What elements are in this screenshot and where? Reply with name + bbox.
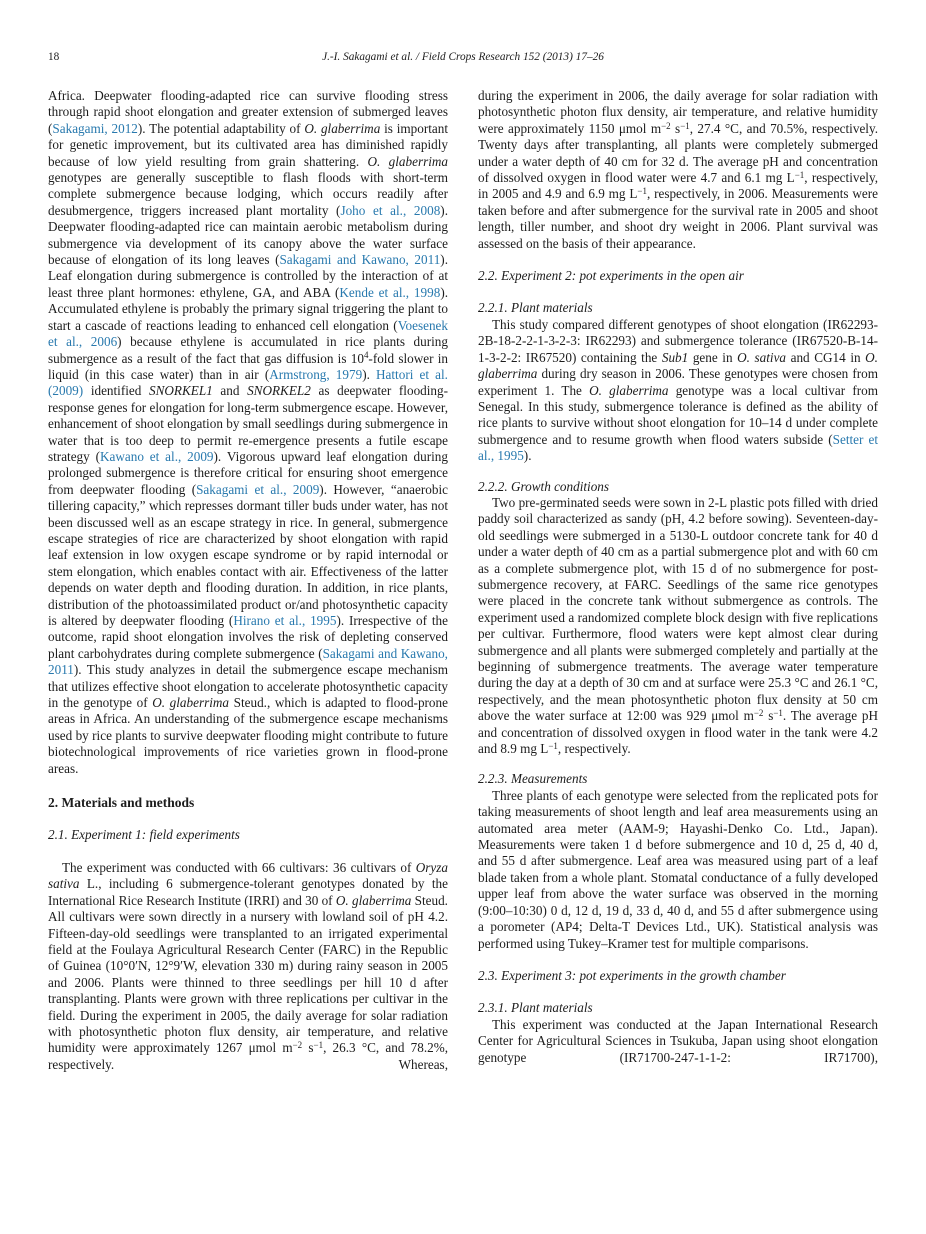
page-header <box>48 48 878 66</box>
citation-link[interactable]: Kende et al., 1998 <box>339 284 441 300</box>
superscript: −2 <box>753 708 764 719</box>
subsubsection-heading: 2.2.3. Measurements <box>478 771 588 787</box>
citation-link[interactable]: Sakagami and Kawano, 2011 <box>279 252 441 268</box>
paragraph: Africa. Deepwater flooding-adapted rice can survive flooding stress through rapid shoot elongation and greater extension of submerged leaves (Sakagami, 2012). The potential adaptability of O. glaberrima is important for genetic improvement, but its cultivated area has diminished rapidly because of low yield resulting from grain shattering. O. glaberrima genotypes are generally susceptible to flash floods with short-term complete submergence because lodging, which occurs readily after desubmergence, triggers increased plant mortality (Joho et al., 2008). Deepwater flooding-adapted rice can maintain aerobic metabolism during submergence via development of its canopy above the water surface because of elongation of its long leaves (Sakagami and Kawano, 2011). Leaf elongation during submergence is controlled by the interaction of at least three plant hormones: ethylene, GA, and ABA (Kende et al., 1998). Accumulated ethylene is probably the primary signal triggering the plant to start a cascade of reactions leading to enhanced cell elongation (Voesenek et al., 2006) because ethylene is accumulated in rice plants during submergence as a result of the fact that gas diffusion is $10^4$-fold slower in liquid (in this case water) than in air (Armstrong, 1979). Hattori et al. (2009) identified SNORKEL1 and SNORKEL2 as deepwater flooding-response genes for elongation for long-term submergence escape. However, enhancement of shoot elongation by small seedlings during submergence in water that is too deep to permit re-emergence presents a futile escape strategy (Kawano et al., 2009). Vigorous upward leaf elongation during prolonged submergence is therefore critical for ensuring shoot emergence from deepwater flooding (Sakagami et al., 2009). However, “anaerobic tillering capacity,” which represses dormant tiller buds under water, has not been discussed well as an escape strategy in rice. In general, submergence escape strategies of rice are characterized by shoot elongation with rapid leaf extension in low oxygen escape syndrome or by rapid internodal or stem elongation, which enables contact with air. Effectiveness of the latter depends on water depth and flooding duration. In addition, in rice plants, distribution of the photoassimilated product or/and photosynthetic capacity is altered by deepwater flooding (Hirano et al., 1995). Irrespective of the outcome, rapid shoot elongation involves the risk of depleting conserved plant carbohydrates during complete submergence (Sakagami and Kawano, 2011). This study analyzes in detail the submergence escape mechanism that utilizes effective shoot elongation to accelerate photosynthetic capacity in the genotype of O. glaberrima Steud., which is adapted to flood-prone areas in Africa. An understanding of the submergence escape mechanisms used by rice plants to survive deepwater flooding might contribute to future biotechnological improvements of rice varieties grown in flood-prone areas. <box>48 88 449 776</box>
italic-term: O. glaberrima <box>478 349 878 382</box>
subsubsection-heading: 2.2.1. Plant materials <box>478 300 593 316</box>
superscript: −1 <box>773 708 783 719</box>
citation-link[interactable]: Sakagami et al., 2009 <box>196 481 320 497</box>
page-number: 18 <box>48 51 60 63</box>
citation-link[interactable]: Hirano et al., 1995 <box>233 613 337 628</box>
italic-term: O. glaberrima <box>589 382 669 398</box>
superscript: −2 <box>292 1040 303 1051</box>
citation-link[interactable]: Hattori et al. (2009) <box>48 366 448 399</box>
citation-link[interactable]: Setter et al., 1995 <box>478 431 879 464</box>
superscript: −1 <box>680 120 690 131</box>
italic-term: Oryza sativa <box>48 859 448 892</box>
running-title: J.-I. Sakagami et al. / Field Crops Research 152 (2013) 17–26 <box>322 51 604 63</box>
superscript: 4 <box>363 350 369 361</box>
subsection-heading: 2.3. Experiment 3: pot experiments in the growth chamber <box>478 967 786 983</box>
paragraph: during the experiment in 2006, the daily average for solar radiation with photosynthetic photon flux density, air temperature, and relative humidity were approximately 1150 μmol $m^{-2}$ $s^{-1}$, 27.4 °C, and 70.5%, respectively. Twenty days after transplanting, all plants were completely submerged under a water depth of 40 cm for 32 d. The average pH and concentration of dissolved oxygen in flood water were 4.7 and 6.1 mg $L^{-1}$, respectively, in 2005 and 4.9 and 6.9 mg $L^{-1}$, respectively, in 2006. Measurements were taken before and after submergence for the survival rate in 2005 and shoot length, tiller number, and shoot dry weight in 2006. Plant survival was assessed on the basis of their appearance. <box>478 88 879 251</box>
paragraph: This study compared different genotypes of shoot elongation (IR62293-2B-18-2-2-1-3-2-3: IR62293) and submergence tolerance (IR67520-B-14-1-3-2-2: IR67520) containing the Sub1 gene in O. sativa and CG14 in O. glaberrima during dry season in 2006. These genotypes were chosen from experiment 1. The O. glaberrima genotype was a local cultivar from Senegal. In this study, submergence tolerance is defined as the ability of rice plants to survive without shoot elongation for 10–14 d under complete submergence and to resume growth when flood waters subside (Setter et al., 1995). <box>478 316 879 464</box>
italic-term: O. sativa <box>737 349 787 365</box>
italic-term: Sub1 <box>661 349 689 365</box>
citation-link[interactable]: Sakagami, 2012 <box>52 120 138 136</box>
right-column <box>478 88 878 1073</box>
italic-term: O. glaberrima <box>304 120 381 136</box>
citation-link[interactable]: Kawano et al., 2009 <box>100 448 214 464</box>
italic-term: SNORKEL2 <box>247 383 311 399</box>
section-heading: 2. Materials and methods <box>48 795 195 811</box>
superscript: −1 <box>548 741 558 751</box>
paragraph: The experiment was conducted with 66 cultivars: 36 cultivars of Oryza sativa L., including 6 submergence-tolerant genotypes donated by the International Rice Research Institute (IRRI) and 30 of O. glaberrima Steud. All cultivars were sown directly in a nursery with lowland soil of pH 4.2. Fifteen-day-old seedlings were transplanted to an irrigated experimental field at the Foulaya Agricultural Research Center (FARC) in the Republic of Guinea (10°0′N, 12°9′W, elevation 330 m) during rainy season in 2005 and 2006. Plants were thinned to three seedlings per hill 10 d after transplanting. Plants were grown with three replications per cultivar in the field. During the experiment in 2005, the daily average for solar radiation with photosynthetic photon flux density, air temperature, and relative humidity were approximately 1267 μmol $m^{-2}$ $s^{-1}$, 26.3 °C, and 78.2%, respectively. Whereas, <box>48 859 448 1072</box>
superscript: −1 <box>794 170 805 180</box>
two-column-body <box>48 88 878 1073</box>
italic-term: O. glaberrima <box>367 153 448 169</box>
italic-term: SNORKEL1 <box>149 383 213 399</box>
italic-term: O. glaberrima <box>152 695 230 711</box>
superscript: −1 <box>313 1040 324 1051</box>
superscript: −2 <box>661 120 671 131</box>
paragraph: Three plants of each genotype were selected from the replicated pots for taking measurements of shoot length and leaf area measurements using an automated area meter (AAM-9; Hayashi-Denko Co. Ltd., Japan). Measurements were taken 1 d before submergence and 10 d, 25 d, 40 d, and 55 d after submergence. Leaf area was measured using part of a leaf blade taken from a whole plant. Stomatal conductance of a fully developed upper leaf from above the water surface was observed in the morning (9:00–10:30) 0 d, 12 d, 19 d, 33 d, 40 d, and 55 d after submergence using a porometer (AP4; Delta-T Devices Ltd., UK). Statistical analysis was performed using Tukey–Kramer test for multiple comparisons. <box>478 787 878 951</box>
subsubsection-heading: 2.2.2. Growth conditions <box>478 478 610 494</box>
subsection-heading: 2.1. Experiment 1: field experiments <box>48 827 240 843</box>
left-column <box>48 88 448 1073</box>
paragraph: Two pre-germinated seeds were sown in 2-L plastic pots filled with dried paddy soil characterized as sandy (pH, 4.2 before sowing). Seventeen-day-old seedlings were submerged in a 5130-L outdoor concrete tank for 40 d under a water depth of 40 cm as a partial submergence plot and with 60 cm as a complete submergence plot, with 15 d of no submergence for post-submergence recovery, at FARC. Seedlings of the same rice genotypes were placed in the concrete tank without submergence as controls. The experiment used a randomized complete block design with five replications per cultivar. Furthermore, flood waters were kept almost clear during submergence and all plants were submerged completely and partially at the beginning of submergence treatments. The average water temperature during the day at a depth of 30 cm and at surface were 25.3 °C and 26.1 °C, respectively, and the mean photosynthetic photon flux density at 50 cm above the water surface at 12:00 was 929 μmol $m^{-2}$ $s^{-1}$. The average pH and concentration of dissolved oxygen in flood water in the tank were 4.2 and 8.9 mg $L^{-1}$, respectively. <box>478 494 878 757</box>
citation-link[interactable]: Sakagami and Kawano, 2011 <box>48 645 448 678</box>
citation-link[interactable]: Joho et al., 2008 <box>340 202 441 218</box>
subsubsection-heading: 2.3.1. Plant materials <box>478 1000 593 1016</box>
italic-term: O. glaberrima <box>335 892 412 908</box>
citation-link[interactable]: Armstrong, 1979 <box>269 366 363 382</box>
paragraph: This experiment was conducted at the Japan International Research Center for Agricultural Sciences in Tsukuba, Japan using shoot elongation genotype (IR71700-247-1-1-2: IR71700), <box>478 1016 878 1065</box>
subsection-heading: 2.2. Experiment 2: pot experiments in the open air <box>478 268 744 284</box>
superscript: −1 <box>637 186 647 197</box>
citation-link[interactable]: Voesenek et al., 2006 <box>48 317 448 350</box>
